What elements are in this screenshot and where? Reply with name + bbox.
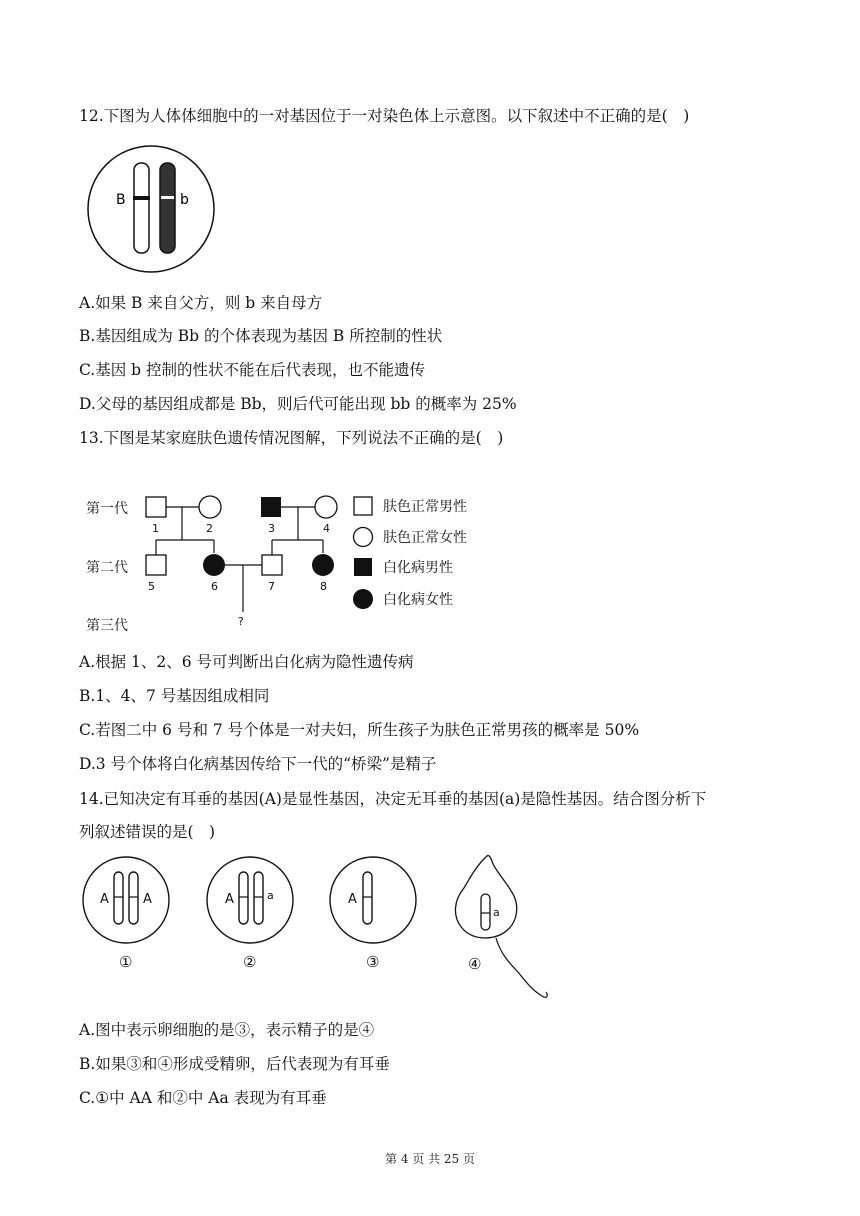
id-3: 3 [268, 522, 275, 535]
label-b: b [180, 192, 189, 208]
cell-2 [207, 857, 293, 943]
individual-4 [315, 496, 337, 518]
q14-option-c: C.①中 AA 和②中 Aa 表现为有耳垂 [79, 1089, 327, 1107]
id-2: 2 [206, 522, 213, 535]
cell-3-left-gene: A [348, 892, 357, 907]
q12-option-a: A.如果 B 来自父方，则 b 来自母方 [79, 294, 323, 312]
q13-option-a: A.根据 1、2、6 号可判断出白化病为隐性遗传病 [79, 653, 414, 671]
cell-2-right-gene: a [267, 889, 274, 902]
cell-3 [330, 857, 416, 943]
id-8: 8 [320, 580, 327, 593]
gene-band-B [133, 196, 150, 200]
cell-3-number: ③ [366, 953, 380, 971]
individual-7 [262, 555, 282, 575]
cell-2-number: ② [243, 953, 257, 971]
individual-8 [312, 554, 334, 576]
legend-normal-male: 肤色正常男性 [383, 499, 467, 515]
q12-question: 12.下图为人体体细胞中的一对基因位于一对染色体上示意图。以下叙述中不正确的是( ) [79, 107, 690, 125]
q14-option-a: A.图中表示卵细胞的是③，表示精子的是④ [79, 1021, 375, 1039]
legend-albino-male: 白化病男性 [383, 560, 453, 576]
sperm-tail [496, 938, 547, 997]
legend-albino-male-symbol [354, 558, 372, 576]
page-footer: 第 4 页 共 25 页 [385, 1152, 475, 1166]
cell-4-right-gene: a [493, 906, 500, 919]
q13-option-b: B.1、4、7 号基因组成相同 [79, 687, 270, 705]
chromosome-left [134, 163, 149, 253]
id-4: 4 [323, 522, 330, 535]
q12-option-d: D.父母的基因组成都是 Bb，则后代可能出现 bb 的概率为 25% [79, 395, 517, 413]
individual-2 [199, 496, 221, 518]
id-5: 5 [148, 580, 155, 593]
individual-3 [261, 497, 281, 517]
cell-1-right-gene: A [143, 892, 152, 907]
cell-4-number: ④ [468, 955, 482, 973]
legend-normal-female-symbol [354, 528, 373, 547]
gen-label-1: 第一代 [86, 501, 128, 517]
q13-option-d: D.3 号个体将白化病基因传给下一代的“桥梁”是精子 [79, 755, 437, 773]
q12-option-b: B.基因组成为 Bb 的个体表现为基因 B 所控制的性状 [79, 327, 443, 345]
id-7: 7 [268, 580, 275, 593]
individual-5 [146, 555, 166, 575]
cell-1-number: ① [119, 953, 133, 971]
q14-question-line2: 列叙述错误的是( ) [79, 823, 216, 841]
q12-option-c: C.基因 b 控制的性状不能在后代表现，也不能遗传 [79, 361, 426, 379]
individual-6 [203, 554, 225, 576]
legend-normal-female: 肤色正常女性 [383, 530, 467, 546]
legend-normal-male-symbol [354, 497, 372, 515]
gen-label-2: 第二代 [86, 560, 128, 576]
chromosome-right [160, 163, 175, 253]
legend-albino-female-symbol [353, 589, 373, 609]
q14-cells-figure [80, 852, 550, 1002]
q14-question-line1: 14.已知决定有耳垂的基因(A)是显性基因，决定无耳垂的基因(a)是隐性基因。结合图分析下 [79, 790, 707, 808]
q14-option-b: B.如果③和④形成受精卵，后代表现为有耳垂 [79, 1055, 390, 1073]
q12-chromosome-figure [84, 143, 220, 275]
q13-option-c: C.若图二中 6 号和 7 号个体是一对夫妇，所生孩子为肤色正常男孩的概率是 50% [79, 721, 640, 739]
cell-outline [88, 146, 214, 272]
legend-albino-female: 白化病女性 [383, 592, 453, 608]
cell-1-left-gene: A [100, 892, 109, 907]
cell-1 [83, 857, 169, 943]
gen-label-3: 第三代 [86, 618, 128, 634]
id-1: 1 [152, 522, 159, 535]
label-B: B [116, 192, 126, 208]
unknown-offspring: ? [238, 615, 244, 628]
id-6: 6 [211, 580, 218, 593]
q13-question: 13.下图是某家庭肤色遗传情况图解，下列说法不正确的是( ) [79, 429, 504, 447]
cell-2-left-gene: A [225, 892, 234, 907]
gene-band-b [161, 196, 174, 199]
individual-1 [146, 497, 166, 517]
q13-pedigree-figure [80, 482, 500, 638]
